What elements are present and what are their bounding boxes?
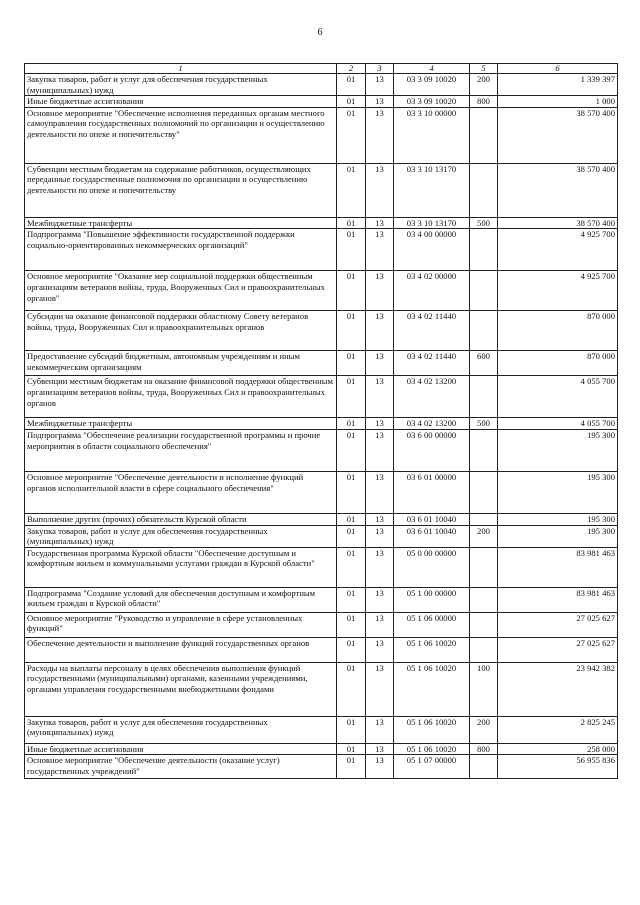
section-code-cell: 01: [337, 662, 366, 716]
item-name-cell: Основное мероприятие "Руководство и управление в сфере установленных функций": [25, 612, 337, 637]
expense-type-cell: [470, 513, 498, 525]
section-code-cell: 01: [337, 217, 366, 229]
item-name-cell: Расходы на выплаты персоналу в целях обеспечения выполнения функций государственными (муниципальными) органами, казенными учреждениями, органами управления государственными внебюджетными фондами: [25, 662, 337, 716]
budget-table: [24, 63, 618, 779]
table-row: [25, 513, 618, 525]
amount-cell: 4 925 700: [498, 271, 618, 311]
table-row: [25, 74, 618, 96]
section-code-cell: 01: [337, 376, 366, 418]
section-code-cell: 01: [337, 525, 366, 547]
expense-type-cell: 200: [470, 74, 498, 96]
target-article-cell: 03 4 02 13200: [394, 418, 470, 430]
amount-cell: 870 000: [498, 311, 618, 351]
target-article-cell: 05 1 06 10020: [394, 743, 470, 755]
section-code-cell: 01: [337, 74, 366, 96]
item-name-cell: Подпрограмма "Создание условий для обеспечения доступным и комфортным жильем граждан в Курской области": [25, 587, 337, 612]
target-article-cell: 05 1 06 10020: [394, 662, 470, 716]
target-article-cell: 03 6 01 10040: [394, 525, 470, 547]
subsection-code-cell: 13: [366, 525, 394, 547]
subsection-code-cell: 13: [366, 612, 394, 637]
expense-type-cell: [470, 587, 498, 612]
target-article-cell: 03 4 02 00000: [394, 271, 470, 311]
subsection-code-cell: 13: [366, 217, 394, 229]
target-article-cell: 05 1 06 10020: [394, 716, 470, 743]
expense-type-cell: [470, 755, 498, 779]
subsection-code-cell: 13: [366, 587, 394, 612]
amount-cell: 38 570 400: [498, 163, 618, 217]
item-name-cell: Подпрограмма "Обеспечение реализации государственной программы и прочие мероприятия в области социального обеспечения": [25, 429, 337, 471]
table-row: [25, 107, 618, 163]
amount-cell: 195 300: [498, 471, 618, 513]
target-article-cell: 03 4 00 00000: [394, 229, 470, 271]
target-article-cell: 03 4 02 13200: [394, 376, 470, 418]
subsection-code-cell: 13: [366, 74, 394, 96]
item-name-cell: Субсидии на оказание финансовой поддержки областному Совету ветеранов войны, труда, Вооруженных Сил и правоохранительных органов: [25, 311, 337, 351]
expense-type-cell: 800: [470, 96, 498, 108]
table-row: [25, 96, 618, 108]
table-row: [25, 376, 618, 418]
item-name-cell: Субвенции местным бюджетам на содержание работников, осуществляющих переданные государственные полномочия по организации и осуществлению деятельности по опеке и попечительству: [25, 163, 337, 217]
target-article-cell: 03 4 02 11440: [394, 351, 470, 376]
amount-cell: 4 055 700: [498, 376, 618, 418]
target-article-cell: 05 1 07 00000: [394, 755, 470, 779]
subsection-code-cell: 13: [366, 107, 394, 163]
table-row: [25, 716, 618, 743]
amount-cell: 4 055 700: [498, 418, 618, 430]
subsection-code-cell: 13: [366, 755, 394, 779]
section-code-cell: 01: [337, 418, 366, 430]
section-code-cell: 01: [337, 271, 366, 311]
amount-cell: 38 570 400: [498, 217, 618, 229]
target-article-cell: 03 3 10 13170: [394, 163, 470, 217]
subsection-code-cell: 13: [366, 351, 394, 376]
item-name-cell: Закупка товаров, работ и услуг для обеспечения государственных (муниципальных) нужд: [25, 74, 337, 96]
item-name-cell: Основное мероприятие "Обеспечение исполнения переданных органам местного самоуправления государственных полномочий по организации и осуществлению деятельности по опеке и попечительству": [25, 107, 337, 163]
subsection-code-cell: 13: [366, 429, 394, 471]
amount-cell: 23 942 382: [498, 662, 618, 716]
item-name-cell: Субвенции местным бюджетам на оказание финансовой поддержки общественным организациям ветеранов войны, труда, Вооруженных Сил и правоохранительных органов: [25, 376, 337, 418]
table-row: [25, 471, 618, 513]
target-article-cell: 03 6 01 00000: [394, 471, 470, 513]
expense-type-cell: [470, 107, 498, 163]
subsection-code-cell: 13: [366, 96, 394, 108]
subsection-code-cell: 13: [366, 471, 394, 513]
page-number: 6: [317, 27, 323, 38]
table-row: [25, 743, 618, 755]
subsection-code-cell: 13: [366, 376, 394, 418]
target-article-cell: 05 1 00 00000: [394, 587, 470, 612]
section-code-cell: 01: [337, 637, 366, 662]
amount-cell: 195 300: [498, 525, 618, 547]
item-name-cell: Основное мероприятие "Обеспечение деятельности и исполнение функций органов исполнительной власти в сфере социального обеспечения": [25, 471, 337, 513]
subsection-code-cell: 13: [366, 662, 394, 716]
section-code-cell: 01: [337, 513, 366, 525]
section-code-cell: 01: [337, 755, 366, 779]
table-body: [25, 74, 618, 779]
subsection-code-cell: 13: [366, 716, 394, 743]
expense-type-cell: [470, 429, 498, 471]
table-row: [25, 637, 618, 662]
column-header: 6: [498, 64, 618, 74]
section-code-cell: 01: [337, 743, 366, 755]
subsection-code-cell: 13: [366, 743, 394, 755]
item-name-cell: Закупка товаров, работ и услуг для обеспечения государственных (муниципальных) нужд: [25, 716, 337, 743]
table-row: [25, 163, 618, 217]
section-code-cell: 01: [337, 107, 366, 163]
target-article-cell: 03 3 10 00000: [394, 107, 470, 163]
section-code-cell: 01: [337, 547, 366, 587]
column-header: 4: [394, 64, 470, 74]
subsection-code-cell: 13: [366, 311, 394, 351]
section-code-cell: 01: [337, 163, 366, 217]
table-row: [25, 311, 618, 351]
section-code-cell: 01: [337, 716, 366, 743]
expense-type-cell: [470, 471, 498, 513]
table-row: [25, 755, 618, 779]
table-row: [25, 229, 618, 271]
table-row: [25, 612, 618, 637]
table-row: [25, 351, 618, 376]
target-article-cell: 05 1 06 10020: [394, 637, 470, 662]
expense-type-cell: [470, 163, 498, 217]
expense-type-cell: [470, 311, 498, 351]
target-article-cell: 03 3 09 10020: [394, 74, 470, 96]
expense-type-cell: [470, 547, 498, 587]
column-header: 2: [337, 64, 366, 74]
table-row: [25, 217, 618, 229]
amount-cell: 870 000: [498, 351, 618, 376]
subsection-code-cell: 13: [366, 637, 394, 662]
target-article-cell: 03 6 01 10040: [394, 513, 470, 525]
amount-cell: 195 300: [498, 429, 618, 471]
subsection-code-cell: 13: [366, 229, 394, 271]
section-code-cell: 01: [337, 429, 366, 471]
subsection-code-cell: 13: [366, 271, 394, 311]
item-name-cell: Иные бюджетные ассигнования: [25, 743, 337, 755]
table-row: [25, 587, 618, 612]
item-name-cell: Подпрограмма "Повышение эффективности государственной поддержки социально-ориентированных некоммерческих организаций": [25, 229, 337, 271]
expense-type-cell: 200: [470, 716, 498, 743]
amount-cell: 83 981 463: [498, 547, 618, 587]
section-code-cell: 01: [337, 612, 366, 637]
target-article-cell: 05 0 00 00000: [394, 547, 470, 587]
column-header: 5: [470, 64, 498, 74]
section-code-cell: 01: [337, 471, 366, 513]
column-header: 3: [366, 64, 394, 74]
section-code-cell: 01: [337, 351, 366, 376]
amount-cell: 4 925 700: [498, 229, 618, 271]
item-name-cell: Межбюджетные трансферты: [25, 418, 337, 430]
column-header: 1: [25, 64, 337, 74]
expense-type-cell: [470, 376, 498, 418]
subsection-code-cell: 13: [366, 513, 394, 525]
expense-type-cell: 600: [470, 351, 498, 376]
expense-type-cell: [470, 271, 498, 311]
expense-type-cell: 500: [470, 418, 498, 430]
item-name-cell: Закупка товаров, работ и услуг для обеспечения государственных (муниципальных) нужд: [25, 525, 337, 547]
item-name-cell: Государственная программа Курской области "Обеспечение доступным и комфортным жильем и коммунальными услугами граждан в Курской области": [25, 547, 337, 587]
item-name-cell: Межбюджетные трансферты: [25, 217, 337, 229]
item-name-cell: Основное мероприятие "Обеспечение деятельности (оказание услуг) государственных учреждений": [25, 755, 337, 779]
section-code-cell: 01: [337, 229, 366, 271]
table-row: [25, 662, 618, 716]
expense-type-cell: 500: [470, 217, 498, 229]
subsection-code-cell: 13: [366, 418, 394, 430]
target-article-cell: 03 4 02 11440: [394, 311, 470, 351]
amount-cell: 27 025 627: [498, 637, 618, 662]
subsection-code-cell: 13: [366, 163, 394, 217]
section-code-cell: 01: [337, 96, 366, 108]
table-row: [25, 547, 618, 587]
target-article-cell: 05 1 06 00000: [394, 612, 470, 637]
section-code-cell: 01: [337, 311, 366, 351]
amount-cell: 2 825 245: [498, 716, 618, 743]
amount-cell: 27 025 627: [498, 612, 618, 637]
item-name-cell: Основное мероприятие "Оказание мер социальной поддержки общественным организациям ветеранов войны, труда, Вооруженных Сил и правоохранительных органов": [25, 271, 337, 311]
expense-type-cell: [470, 612, 498, 637]
amount-cell: 258 000: [498, 743, 618, 755]
table-row: [25, 418, 618, 430]
expense-type-cell: 800: [470, 743, 498, 755]
expense-type-cell: 100: [470, 662, 498, 716]
amount-cell: 1 000: [498, 96, 618, 108]
expense-type-cell: [470, 637, 498, 662]
expense-type-cell: 200: [470, 525, 498, 547]
expense-type-cell: [470, 229, 498, 271]
table-row: [25, 429, 618, 471]
section-code-cell: 01: [337, 587, 366, 612]
table-row: [25, 271, 618, 311]
target-article-cell: 03 6 00 00000: [394, 429, 470, 471]
target-article-cell: 03 3 10 13170: [394, 217, 470, 229]
item-name-cell: Предоставление субсидий бюджетным, автономным учреждениям и иным некоммерческим организациям: [25, 351, 337, 376]
amount-cell: 56 955 836: [498, 755, 618, 779]
item-name-cell: Обеспечение деятельности и выполнение функций государственных органов: [25, 637, 337, 662]
amount-cell: 195 300: [498, 513, 618, 525]
subsection-code-cell: 13: [366, 547, 394, 587]
amount-cell: 83 981 463: [498, 587, 618, 612]
table-row: [25, 525, 618, 547]
amount-cell: 1 339 397: [498, 74, 618, 96]
item-name-cell: Иные бюджетные ассигнования: [25, 96, 337, 108]
item-name-cell: Выполнение других (прочих) обязательств Курской области: [25, 513, 337, 525]
target-article-cell: 03 3 09 10020: [394, 96, 470, 108]
table-header-row: [25, 64, 618, 74]
amount-cell: 38 570 400: [498, 107, 618, 163]
